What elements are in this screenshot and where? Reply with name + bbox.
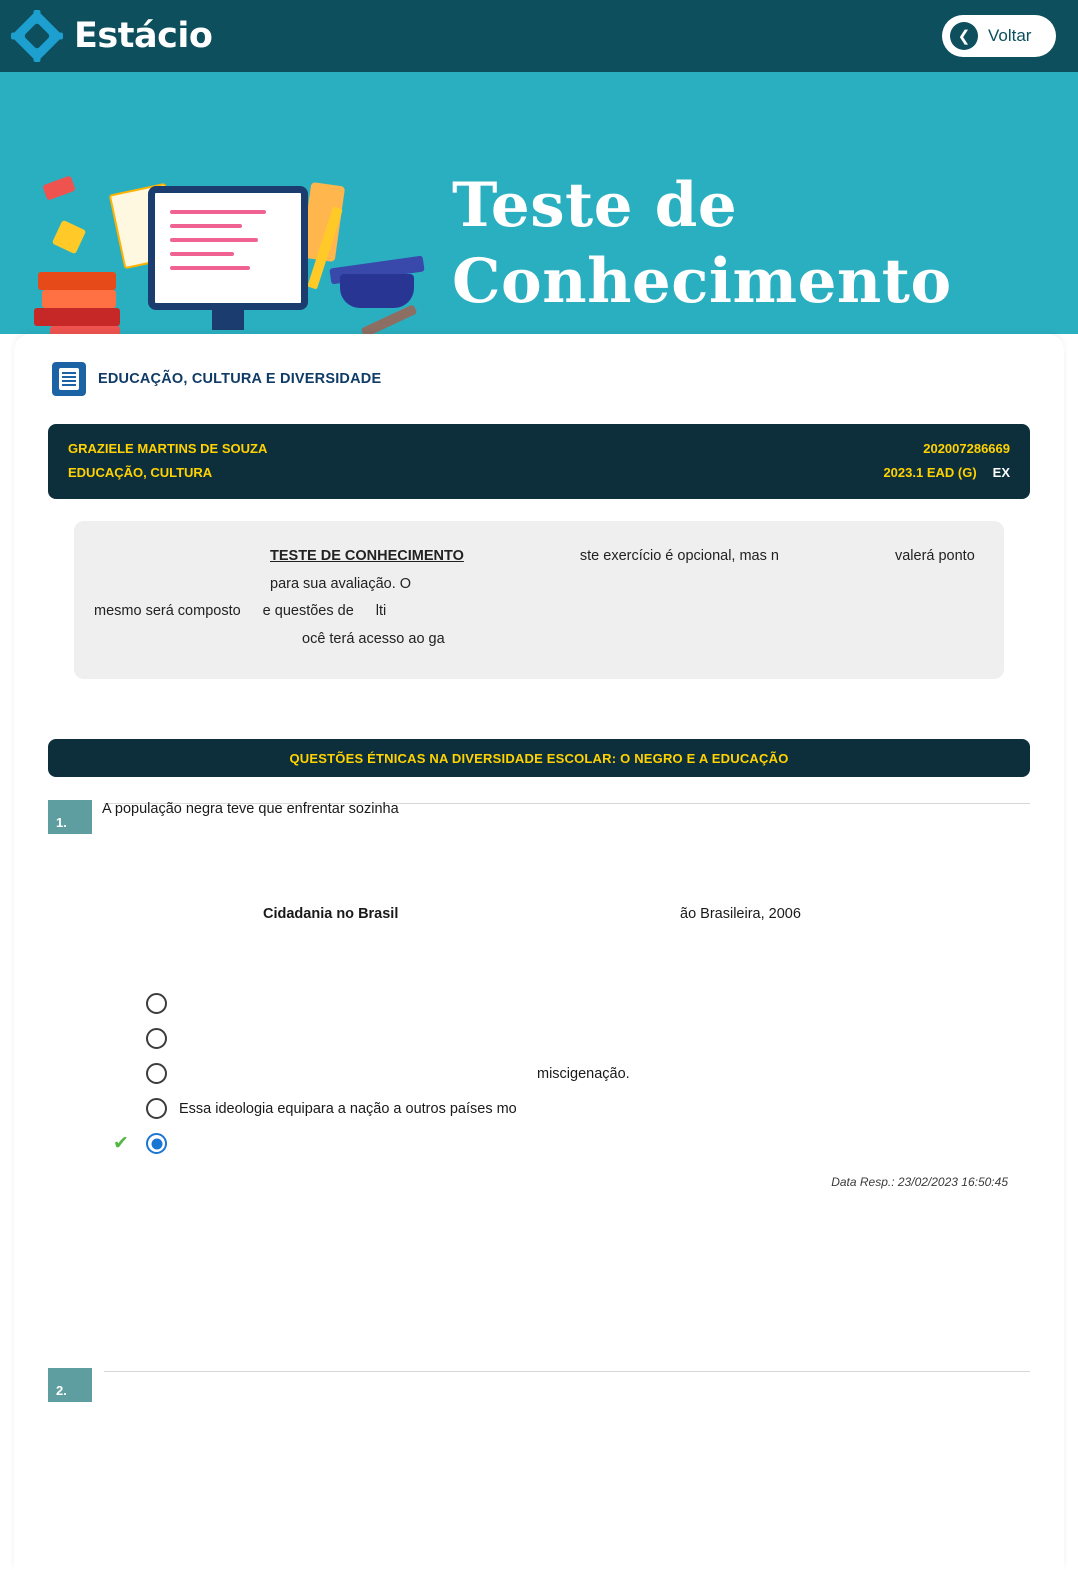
option-e[interactable]: [113, 1126, 1030, 1161]
hero-title-line1: Teste de: [452, 170, 738, 241]
instructions-line-2a: mesmo será composto: [94, 603, 241, 620]
question-number: 1.: [48, 800, 92, 834]
option-c[interactable]: [146, 1056, 1030, 1091]
instructions-tail-2: valerá ponto para sua avaliação. O: [270, 548, 975, 592]
instructions-line-1: [94, 543, 984, 598]
top-bar: [0, 0, 1078, 72]
section-banner: QUESTÕES ÉTNICAS NA DIVERSIDADE ESCOLAR: O NEGRO E A EDUCAÇÃO: [48, 739, 1030, 777]
hero-title: [452, 168, 952, 321]
answer-options: [48, 986, 1030, 1161]
question-2: [48, 1371, 1030, 1402]
instructions-box: [74, 521, 1004, 679]
student-row-bottom: [68, 461, 1010, 485]
student-course-short: EDUCAÇÃO, CULTURA: [68, 465, 213, 481]
course-header: [32, 362, 1046, 396]
student-registration: 202007286669: [923, 441, 1010, 456]
question-reference: [48, 906, 1030, 930]
brand-logo: [10, 9, 212, 63]
back-button[interactable]: [942, 15, 1056, 57]
instructions-title: TESTE DE CONHECIMENTO: [270, 548, 464, 565]
instructions-line-2b: e questões de: [262, 603, 354, 620]
student-period: 2023.1 EAD (G): [883, 465, 977, 481]
brand-name: Estácio: [74, 16, 213, 56]
course-title: EDUCAÇÃO, CULTURA E DIVERSIDADE: [98, 371, 382, 387]
option-b[interactable]: [146, 1021, 1030, 1056]
hero-title-line2: Conhecimento: [452, 246, 952, 318]
radio-d[interactable]: [146, 1098, 167, 1119]
reference-title: Cidadania no Brasil: [263, 906, 399, 923]
hero-banner: [0, 72, 1078, 334]
correct-answer-check-icon: ✔: [113, 1133, 129, 1155]
reference-tail: ão Brasileira, 2006: [680, 906, 801, 923]
back-button-label: Voltar: [988, 26, 1032, 45]
instructions-line-3: ocê terá acesso ao ga: [302, 630, 445, 647]
student-info-bar: [48, 424, 1030, 499]
content-card: [14, 334, 1064, 1570]
radio-c[interactable]: [146, 1063, 167, 1084]
instructions-tail-1: ste exercício é opcional, mas n: [579, 548, 779, 565]
question-1: [48, 803, 1030, 1189]
answer-timestamp: Data Resp.: 23/02/2023 16:50:45: [831, 1175, 1008, 1190]
chevron-left-icon: ❮: [950, 22, 978, 50]
student-name: GRAZIELE MARTINS DE SOUZA: [68, 441, 268, 456]
question-statement: A população negra teve que enfrentar sozinha: [102, 801, 399, 818]
radio-a[interactable]: [146, 993, 167, 1014]
document-icon: [52, 362, 86, 396]
question-number: 2.: [48, 1368, 92, 1402]
instructions-line-2: [94, 598, 984, 626]
option-a[interactable]: [146, 986, 1030, 1021]
student-type: EX: [992, 465, 1010, 481]
radio-e[interactable]: [146, 1133, 167, 1154]
estacio-logo-icon: [10, 9, 64, 63]
radio-b[interactable]: [146, 1028, 167, 1049]
student-row-top: [68, 437, 1010, 461]
instructions-line-2c: lti: [375, 603, 387, 620]
option-d[interactable]: [146, 1091, 1030, 1126]
option-d-label: Essa ideologia equipara a nação a outros países mo: [179, 1100, 517, 1117]
option-c-label: miscigenação.: [537, 1065, 630, 1082]
